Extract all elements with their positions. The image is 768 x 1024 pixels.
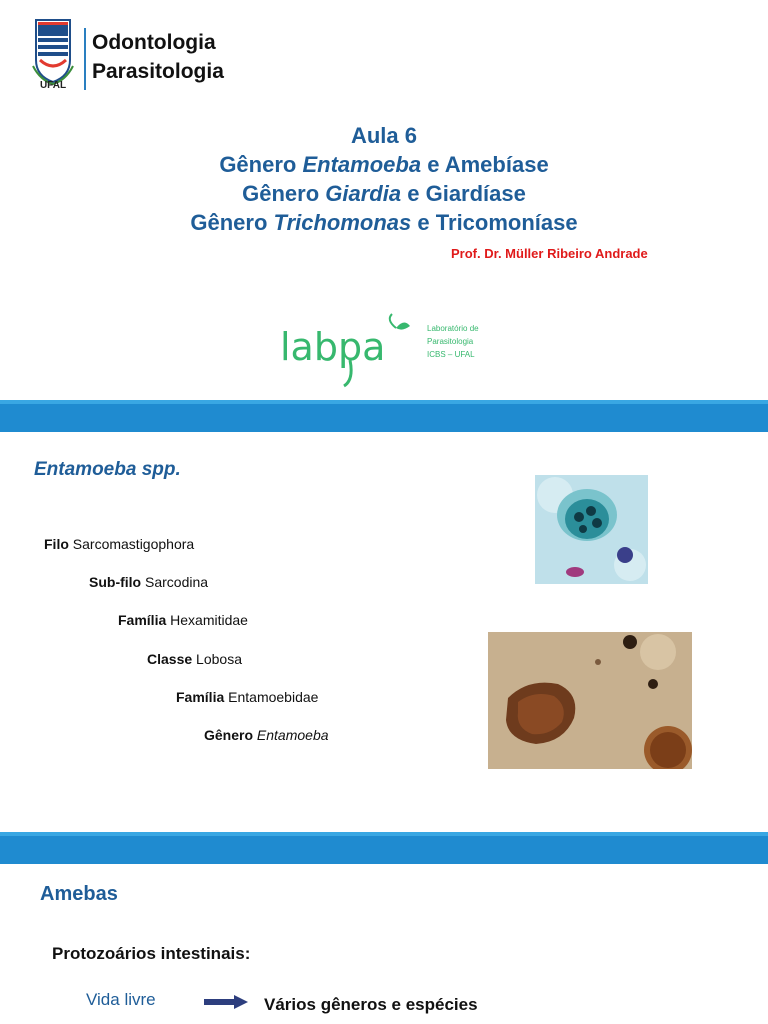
- varios-generos-text: Vários gêneros e espécies: [264, 995, 478, 1014]
- rank-label: Família: [118, 612, 167, 628]
- aula-title: Aula 6: [350, 123, 418, 148]
- rank-value: Entamoeba: [256, 727, 329, 743]
- rank-label: Filo: [44, 536, 69, 552]
- course-line-1: Odontologia: [92, 31, 216, 54]
- rank-label: Sub-filo: [89, 574, 142, 590]
- e-label: e: [417, 210, 430, 235]
- course-title: [92, 28, 224, 86]
- svg-text:labpa: labpa: [280, 325, 386, 369]
- genus-name: Giardia: [325, 181, 402, 206]
- amebas-slide: [0, 864, 768, 1024]
- lab-caption: [427, 322, 479, 361]
- e-label: e: [407, 181, 420, 206]
- microscopy-trophozoite-image: [488, 632, 692, 769]
- slide-separator-1: [0, 400, 768, 432]
- taxonomy-row: [44, 536, 194, 552]
- taxonomy-row: [204, 727, 329, 743]
- title-slide: [0, 0, 768, 400]
- taxonomy-row: [118, 612, 248, 628]
- rank-label: Classe: [147, 651, 193, 667]
- taxonomy-row: [89, 574, 208, 590]
- rank-label: Família: [176, 689, 225, 705]
- arrow-right-icon: [204, 995, 248, 1009]
- rank-value: Hexamitidae: [170, 612, 248, 628]
- slide-separator-2: [0, 832, 768, 864]
- taxonomy-row: [147, 651, 242, 667]
- genus-name: Trichomonas: [273, 210, 412, 235]
- taxonomy-row: [176, 689, 318, 705]
- title-line-3: [0, 208, 768, 237]
- disease-name: Tricomoníase: [435, 210, 578, 235]
- ufal-logo-text: UFAL: [39, 80, 67, 91]
- e-label: e: [427, 152, 440, 177]
- title-line-1: [0, 150, 768, 179]
- lecture-titles: [0, 121, 768, 237]
- taxonomy-slide: [0, 432, 768, 832]
- subtitle: Protozoários intestinais:: [52, 944, 251, 963]
- title-line-2: [0, 179, 768, 208]
- course-line-2: Parasitologia: [92, 60, 224, 83]
- microscopy-cyst-image: [535, 475, 648, 584]
- genero-label: Gênero: [242, 181, 320, 206]
- vida-livre-label: Vida livre: [86, 990, 156, 1009]
- section-title: Amebas: [40, 883, 118, 905]
- genero-label: Gênero: [219, 152, 297, 177]
- lab-line-2: Parasitologia: [427, 337, 474, 346]
- rank-value: Sarcodina: [145, 574, 209, 590]
- professor-name: Prof. Dr. Müller Ribeiro Andrade: [451, 246, 648, 261]
- disease-name: Amebíase: [444, 152, 549, 177]
- rank-label: Gênero: [204, 727, 254, 743]
- lab-line-3: ICBS – UFAL: [427, 350, 475, 359]
- genero-label: Gênero: [190, 210, 268, 235]
- divider: [84, 28, 86, 90]
- genus-name: Entamoeba: [302, 152, 422, 177]
- section-title: Entamoeba spp.: [34, 459, 181, 480]
- rank-value: Sarcomastigophora: [72, 536, 195, 552]
- labpa-logo-icon: [278, 312, 428, 392]
- rank-value: Entamoebidae: [228, 689, 319, 705]
- rank-value: Lobosa: [196, 651, 242, 667]
- lab-line-1: Laboratório de: [427, 324, 479, 333]
- disease-name: Giardíase: [425, 181, 526, 206]
